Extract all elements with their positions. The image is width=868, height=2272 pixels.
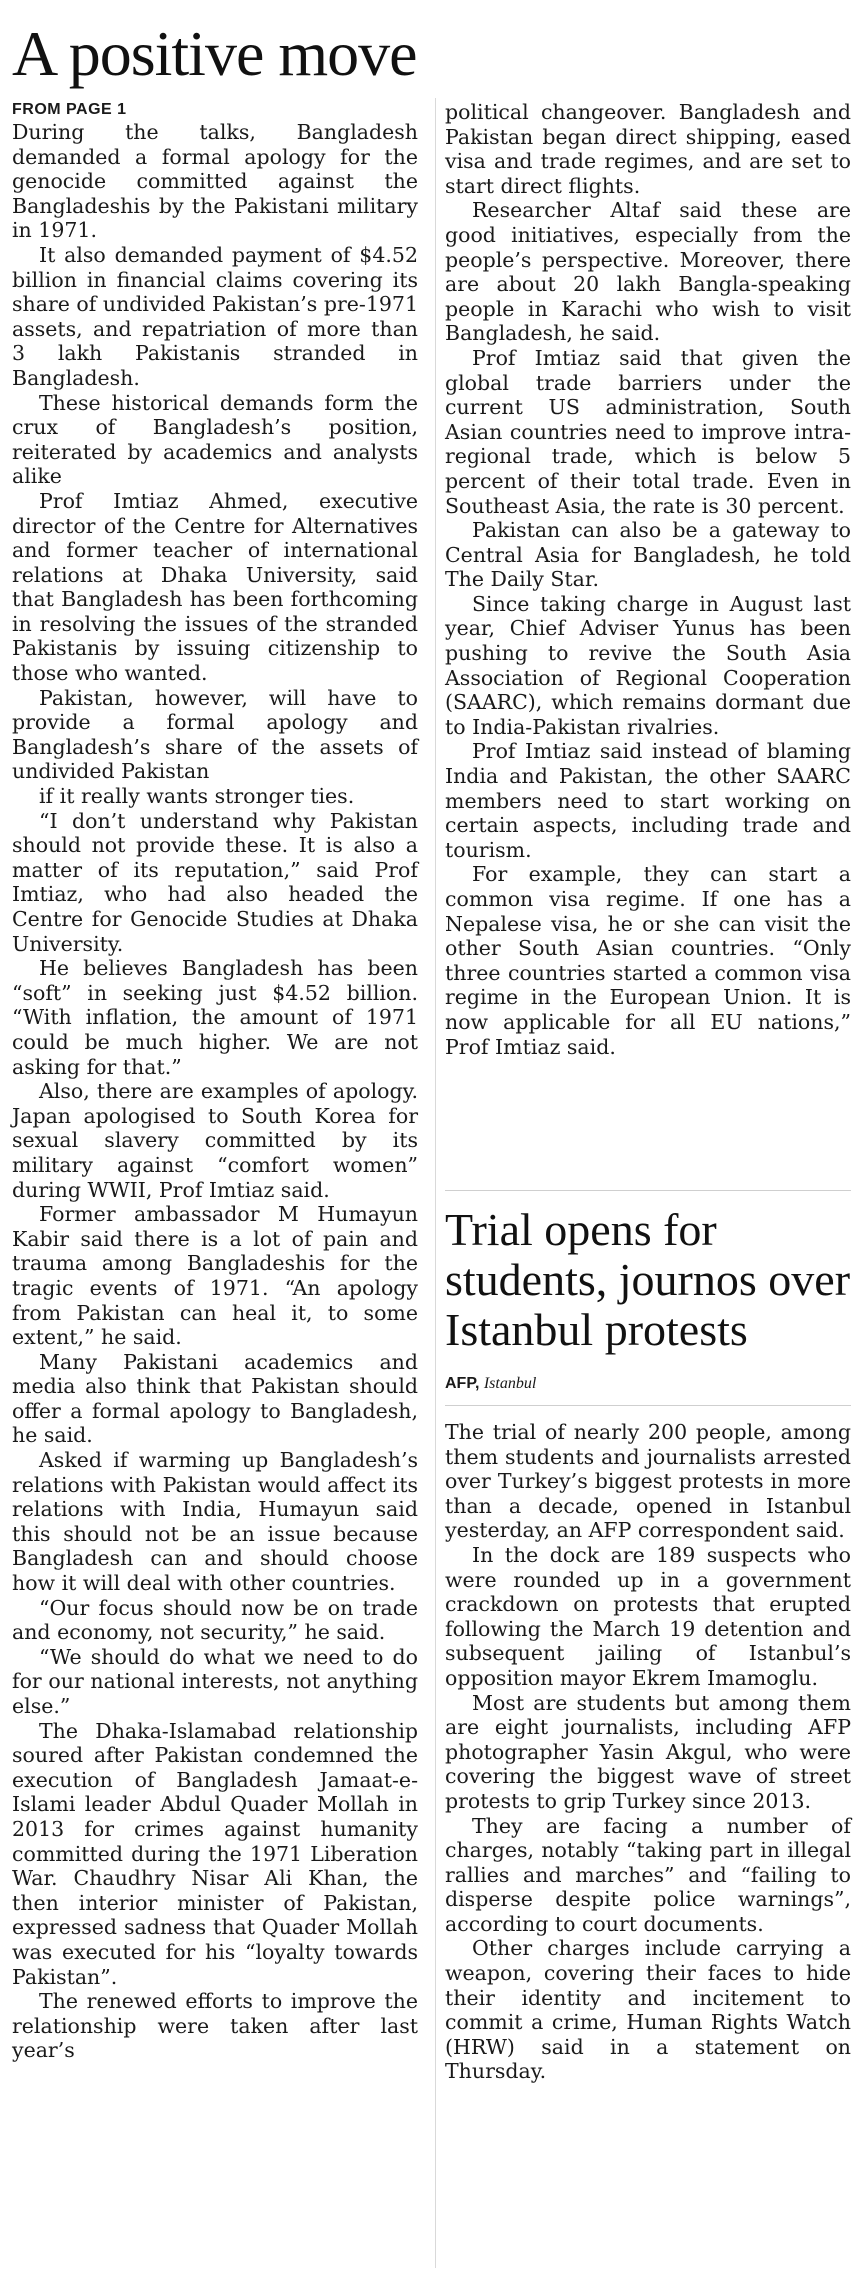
paragraph: The trial of nearly 200 people, among them students and journalists arrested over Turkey’s biggest protests in more than a decade, opened in Istanbul yesterday, an AFP correspondent said. <box>445 1420 851 1543</box>
from-page-label: FROM PAGE 1 <box>12 101 127 118</box>
paragraph-continuation: political changeover. Bangladesh and Pakistan began direct shipping, eased visa and trade regimes, and are set to start direct flights. <box>445 100 851 198</box>
paragraph: Also, there are examples of apology. Japan apologised to South Korea for sexual slavery committed by its military against “comfort women” during WWII, Prof Imtiaz said. <box>12 1079 418 1202</box>
paragraph: Pakistan can also be a gateway to Central Asia for Bangladesh, he told The Daily Star. <box>445 518 851 592</box>
paragraph: Former ambassador M Humayun Kabir said there is a lot of pain and trauma among Bangladeshis for the tragic events of 1971. “An apology from Pakistan can heal it, to some extent,” he said. <box>12 1202 418 1350</box>
paragraph: They are facing a number of charges, notably “taking part in illegal rallies and marches” and “failing to disperse despite police warnings”, according to court documents. <box>445 1813 851 1936</box>
byline-agency: AFP, <box>445 1375 480 1392</box>
paragraph: Most are students but among them are eight journalists, including AFP photographer Yasin Akgul, who were covering the biggest wave of street protests to grip Turkey since 2013. <box>445 1690 851 1813</box>
paragraph: In the dock are 189 suspects who were rounded up in a government crackdown on protests that erupted following the March 19 detention and subsequent jailing of Istanbul’s opposition mayor Ekrem Imamoglu. <box>445 1542 851 1690</box>
article-separator <box>445 1190 851 1191</box>
article-headline: A positive move <box>12 18 417 89</box>
left-column <box>12 100 418 2063</box>
paragraph: It also demanded payment of $4.52 billion in financial claims covering its share of undivided Pakistan’s pre-1971 assets, and repatriation of more than 3 lakh Pakistanis stranded in Bangladesh. <box>12 242 418 390</box>
paragraph: Prof Imtiaz Ahmed, executive director of the Centre for Alternatives and former teacher of international relations at Dhaka University, said that Bangladesh has been forthcoming in resolving the issues of the stranded Pakistanis by issuing citizenship to those who wanted. <box>12 488 418 686</box>
paragraph: Prof Imtiaz said that given the global trade barriers under the current US administration, South Asian countries need to improve intra-regional trade, which is below 5 percent of their total trade. Even in Southeast Asia, the rate is 30 percent. <box>445 345 851 518</box>
byline-separator <box>445 1405 851 1406</box>
paragraph: Asked if warming up Bangladesh’s relations with Pakistan would affect its relations with India, Humayun said this should not be an issue because Bangladesh can and should choose how it will deal with other countries. <box>12 1448 418 1596</box>
paragraph: Prof Imtiaz said instead of blaming India and Pakistan, the other SAARC members need to start working on certain aspects, including trade and tourism. <box>445 739 851 862</box>
column-divider <box>435 98 436 2268</box>
paragraph: “Our focus should now be on trade and economy, not security,” he said. <box>12 1595 418 1645</box>
paragraph: Many Pakistani academics and media also think that Pakistan should offer a formal apology to Bangladesh, he said. <box>12 1349 418 1448</box>
byline <box>445 1373 851 1395</box>
second-article <box>445 1190 851 2084</box>
paragraph: He believes Bangladesh has been “soft” in seeking just $4.52 billion. “With inflation, the amount of 1971 could be much higher. We are not asking for that.” <box>12 956 418 1079</box>
paragraph: These historical demands form the crux of Bangladesh’s position, reiterated by academics and analysts alike <box>12 390 418 489</box>
right-column <box>445 100 851 1059</box>
paragraph: Since taking charge in August last year, Chief Adviser Yunus has been pushing to revive the South Asia Association of Regional Cooperation (SAARC), which remains dormant due to India-Pakistan rivalries. <box>445 591 851 739</box>
paragraph: Researcher Altaf said these are good initiatives, especially from the people’s perspective. Moreover, there are about 20 lakh Bangla-speaking people in Karachi who wish to visit Bangladesh, he said. <box>445 198 851 346</box>
second-article-headline: Trial opens for students, journos over Istanbul protests <box>445 1204 851 1355</box>
paragraph: if it really wants stronger ties. <box>39 784 355 809</box>
paragraph: The Dhaka-Islamabad relationship soured after Pakistan condemned the execution of Bangladesh Jamaat-e-Islami leader Abdul Quader Mollah in 2013 for crimes against humanity committed during the 1971 Liberation War. Chaudhry Nisar Ali Khan, the then interior minister of Pakistan, expressed sadness that Quader Mollah was executed for his “loyalty towards Pakistan”. <box>12 1718 418 1989</box>
byline-place: Istanbul <box>483 1375 537 1392</box>
paragraph: During the talks, Bangladesh demanded a formal apology for the genocide committed against the Bangladeshis by the Pakistani military in 1971. <box>12 120 418 243</box>
paragraph: Other charges include carrying a weapon, covering their faces to hide their identity and incitement to commit a crime, Human Rights Watch (HRW) said in a statement on Thursday. <box>445 1936 851 2084</box>
paragraph: For example, they can start a common visa regime. If one has a Nepalese visa, he or she can visit the other South Asian countries. “Only three countries started a common visa regime in the European Union. It is now applicable for all EU nations,” Prof Imtiaz said. <box>445 862 851 1059</box>
paragraph: “I don’t understand why Pakistan should not provide these. It is also a matter of its reputation,” said Prof Imtiaz, who had also headed the Centre for Genocide Studies at Dhaka University. <box>12 808 418 956</box>
paragraph: “We should do what we need to do for our national interests, not anything else.” <box>12 1644 418 1718</box>
second-article-body <box>445 1420 851 2084</box>
paragraph: Pakistan, however, will have to provide a formal apology and Bangladesh’s share of the assets of undivided Pakistan <box>12 685 418 784</box>
paragraph: The renewed efforts to improve the relationship were taken after last year’s <box>12 1989 418 2063</box>
